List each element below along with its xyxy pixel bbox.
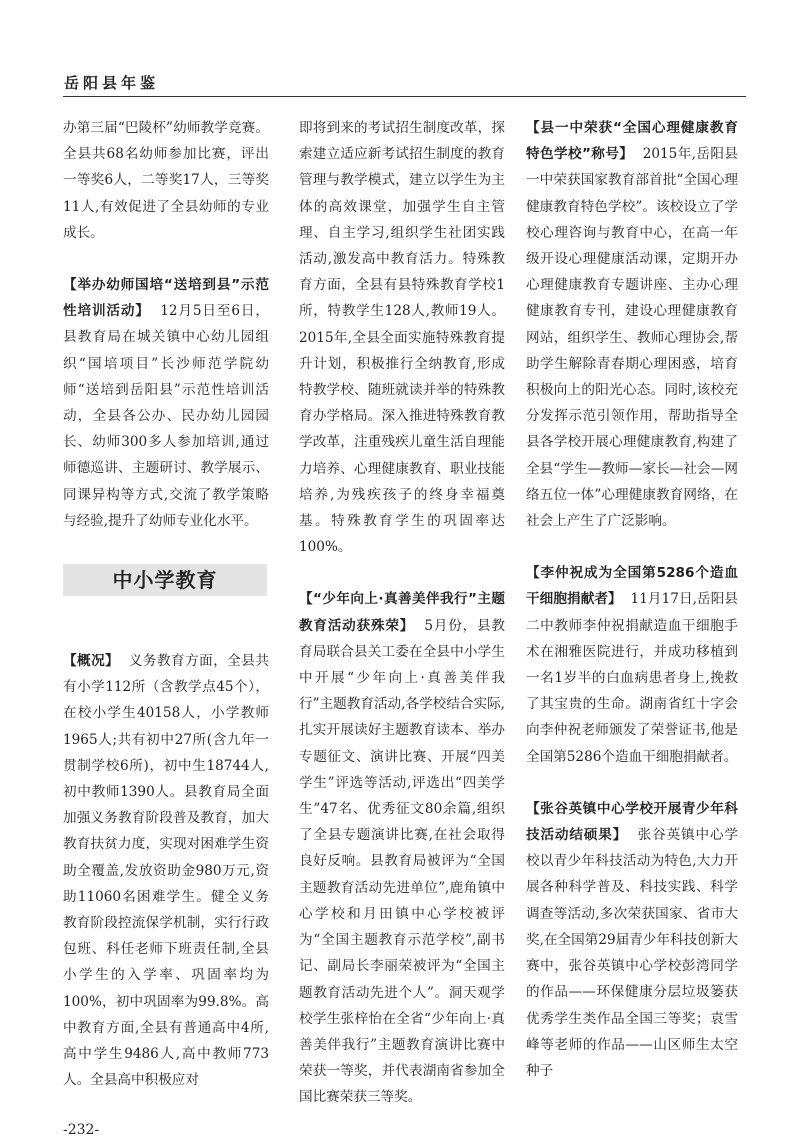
- page-number: -232-: [63, 1121, 100, 1138]
- article-title: 【概况】: [63, 653, 120, 670]
- article-body: 12月5日至6日，县教育局在城关镇中心幼儿园组织“国培项目”长沙师范学院幼师“送培到岳阳县”示范性培训活动，全县各公办、民办幼儿园园长、幼师300多人参加培训,通过师德巡讲、主题研讨、教学展示、同课异构等方式,交流了教学策略与经验,提升了幼师专业化水平。: [63, 303, 269, 529]
- article-body: 11月17日,岳阳县二中教师李仲祝捐献造血干细胞手术在湘雅医院进行，并成功移植到一名1岁半的白血病患者身上,挽救了其宝贵的生命。湖南省红十字会向李仲祝老师颁发了荣誉证书,他是全国第5286个造血干细胞捐献者。: [526, 591, 738, 765]
- col1-intro: [63, 115, 269, 246]
- article-title: 【县一中荣获“全国心理健康教育特色学校”称号】: [526, 120, 738, 163]
- article-title: 【举办幼师国培“送培到县”示范性培训活动】: [63, 277, 269, 320]
- col2-intro: [299, 115, 505, 560]
- header-divider: [63, 96, 746, 97]
- running-header: 岳阳县年鉴: [64, 74, 160, 92]
- article-theme-education: [299, 586, 505, 1110]
- paragraph: 办第三届“巴陵杯”幼师教学竞赛。全县共68名幼师参加比赛，评出一等奖6人，二等奖17人，三等奖11人,有效促进了全县幼师的专业成长。: [63, 120, 269, 241]
- article-stem-cell-donor: [526, 560, 738, 770]
- article-title: 【“少年向上·真善美伴我行”主题教育活动获殊荣】: [299, 591, 505, 634]
- article-youth-science: [526, 796, 738, 1084]
- article-body: 义务教育方面，全县共有小学112所（含教学点45个），在校小学生40158人，小学教师1965人;共有初中27所(含九年一贯制学校6所)，初中生18744人,初中教师1390人。县教育局全面加强义务教育阶段普及教育，加大教育扶贫力度，实现对困难学生资助全覆盖,发放资助金980万元,资助11060名困难学生。健全义务教育阶段控流保学机制，实行行政包班、科任老师下班责任制,全县小学生的入学率、巩固率均为100%，初中巩固率为99.8%。高中教育方面,全县有普通高中4所,高中学生9486人,高中教师773人。全县高中积极应对: [63, 653, 269, 1089]
- article-overview: [63, 648, 269, 1093]
- section-heading: 中小学教育: [63, 564, 267, 596]
- article-body: 2015年,岳阳县一中荣获国家教育部首批“全国心理健康教育特色学校”。该校设立了学校心理咨询与教育中心，在高一年级开设心理健康活动课，定期开办心理健康教育专题讲座、主办心理健康教育专刊，建设心理健康教育网站，组织学生、教师心理协会,帮助学生解除青春期心理困惑，培育积极向上的阳光心态。同时,该校充分发挥示范引领作用，帮助指导全县各学校开展心理健康教育,构建了全县“学生—教师—家长—社会—网络五位一体”心理健康教育网络，在社会上产生了广泛影响。: [526, 146, 738, 530]
- article-body: 张谷英镇中心学校以青少年科技活动为特色,大力开展各种科学普及、科技实践、科学调查等活动,多次荣获国家、省市大奖,在全国第29届青少年科技创新大赛中，张谷英镇中心学校彭湾同学的作品——环保健康分层垃圾篓获优秀学生类作品全国三等奖；袁雪峰等老师的作品——山区师生太空种子: [526, 827, 739, 1079]
- article-title: 【张谷英镇中心学校开展青少年科技活动结硕果】: [526, 800, 738, 844]
- column-2: [299, 115, 505, 1137]
- article-body: 5月份，县教育局联合县关工委在全县中小学生中开展“少年向上·真善美伴我行”主题教育活动,各学校结合实际,扎实开展读好主题教育读本、举办专题征文、演讲比赛、开展“四美学生”评选等活动,评选出“四美学生”47名、优秀征文80余篇,组织了全县专题演讲比赛,在社会取得良好反响。县教育局被评为“全国主题教育活动先进单位”,鹿角镇中心学校和月田镇中心学校被评为“全国主题教育示范学校”,副书记、副局长李丽荣被评为“全国主题教育活动先进个人”。洞天观学校学生张梓怡在全省“少年向上·真善美伴我行”主题教育演讲比赛中荣获一等奖，并代表湖南省参加全国比赛荣获三等奖。: [299, 617, 505, 1106]
- column-1: [63, 115, 269, 1140]
- article-kindergarten-training: [63, 272, 269, 534]
- paragraph: 即将到来的考试招生制度改革，探索建立适应新考试招生制度的教育管理与教学模式，建立以学生为主体的高效课堂，加强学生自主管理、自主学习,组织学生社团实践活动,激发高中教育活力。特殊教育方面，全县有县特殊教育学校1所，特教学生128人,教师19人。2015年,全县全面实施特殊教育提升计划，积极推行全纳教育,形成特教学校、随班就读并举的特殊教育办学格局。深入推进特殊教育教学改革，注重残疾儿童生活自理能力培养、心理健康教育、职业技能培养,为残疾孩子的终身幸福奠基。特殊教育学生的巩固率达100%。: [299, 120, 505, 556]
- column-3: [526, 115, 738, 1110]
- article-title: 【李仲祝成为全国第5286个造血干细胞捐献者】: [526, 565, 738, 608]
- article-mental-health-school: [526, 115, 738, 534]
